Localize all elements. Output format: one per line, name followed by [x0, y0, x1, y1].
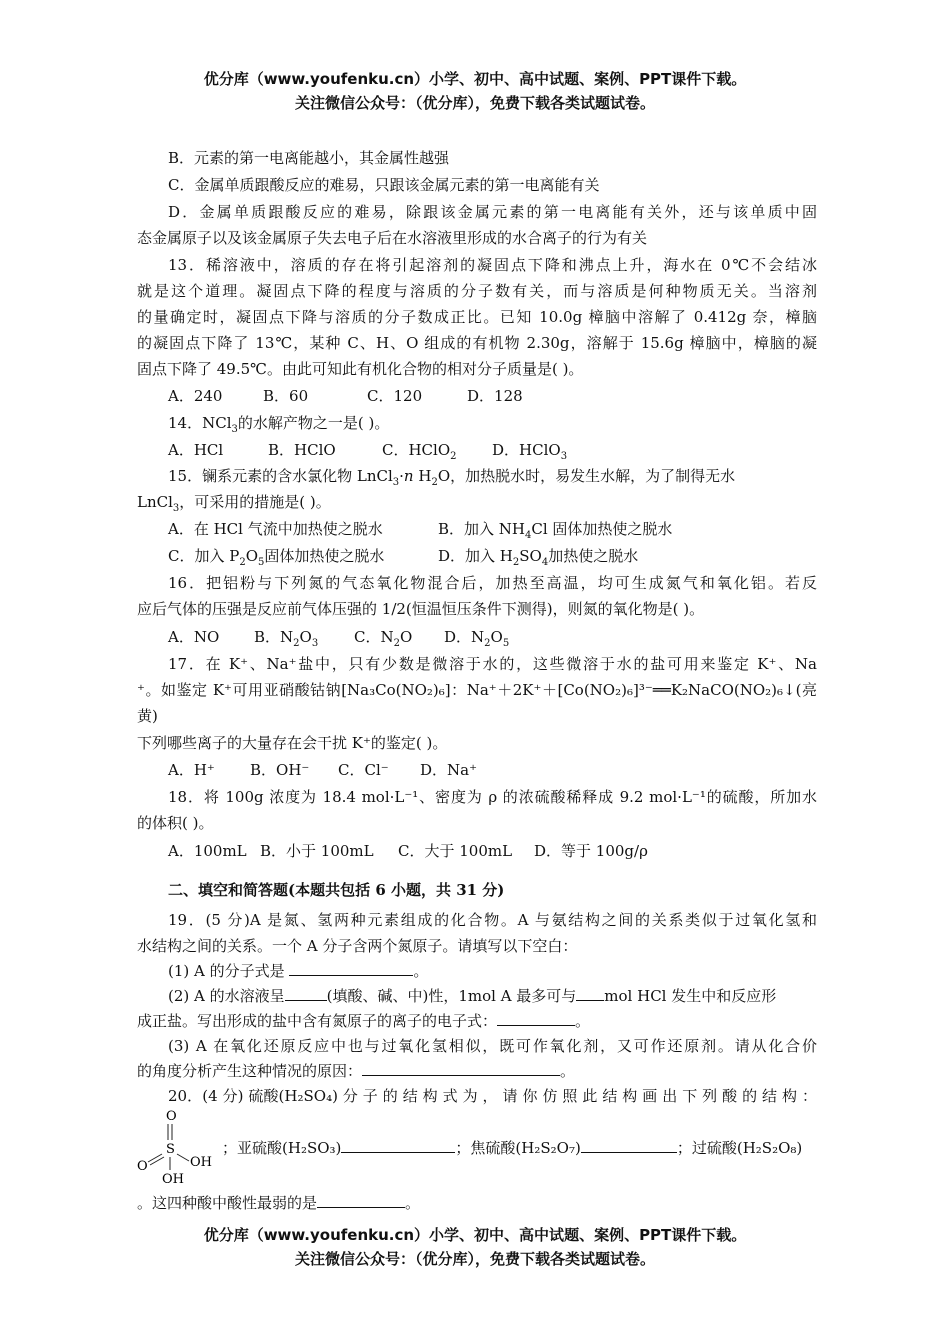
q19-blank-electron-formula[interactable] [497, 1011, 575, 1026]
q17-option-c: C．Cl⁻ [338, 761, 389, 779]
q18-option-b: B．小于 100mL [260, 842, 374, 860]
q19-part2-line1: (2) A 的水溶液呈 (填酸、碱、中)性，1mol A 最多可与 mol HCl 发生中和反应形 [168, 987, 777, 1005]
q18-option-d: D．等于 100g/ρ [534, 842, 648, 860]
q20-line2: ；亚硫酸(H₂SO₃) ；焦硫酸(H₂S₂O₇) ；过硫酸(H₂S₂O₈) [222, 1139, 803, 1157]
struct-oh-right: OH [190, 1155, 212, 1170]
q20-line3: 。这四种酸中酸性最弱的是 。 [137, 1194, 421, 1212]
q13-options [168, 386, 848, 406]
struct-oh-bottom: OH [162, 1172, 184, 1186]
q19-part3-line2: 的角度分析产生这种情况的原因： 。 [137, 1062, 576, 1080]
q12-option-d-line1: D．金属单质跟酸反应的难易，除跟该金属元素的第一电离能有关外，还与该单质中固 [168, 203, 817, 221]
q19-part2-line2: 成正盐。写出形成的盐中含有氮原子的离子的电子式： 。 [137, 1012, 591, 1030]
sulfuric-acid-structure [134, 1104, 224, 1186]
q19-part1: (1) A 的分子式是 。 [168, 962, 429, 980]
struct-o-top: O [166, 1109, 177, 1124]
q18-option-a: A．100mL [168, 842, 247, 860]
q13-line3: 的量确定时，凝固点下降与溶质的分子数成正比。已知 10.0g 樟脑中溶解了 0.412g 奈，樟脑 [137, 308, 817, 326]
q12-option-b: B．元素的第一电离能越小，其金属性越强 [168, 149, 450, 167]
q14-option-c: C．HClO$_2$ [382, 441, 457, 462]
q17-line1: 17．在 K⁺、Na⁺盐中，只有少数是微溶于水的，这些微溶于水的盐可用来鉴定 K⁺、Na [168, 655, 817, 673]
q20-blank-weakest[interactable] [317, 1193, 405, 1208]
header-line-2: 关注微信公众号：（优分库），免费下载各类试题试卷。 [294, 94, 655, 112]
q19-line2: 水结构之间的关系。一个 A 分子含两个氮原子。请填写以下空白： [137, 937, 578, 955]
q18-options [168, 841, 848, 861]
q15-option-b: B．加入 $NH_4Cl$ 固体加热使之脱水 [438, 520, 673, 541]
footer-line-2: 关注微信公众号：（优分库），免费下载各类试题试卷。 [294, 1250, 655, 1268]
q14-stem: 14．NCl$_3$的水解产物之一是( )。 [168, 414, 390, 435]
q13-option-d: D．128 [467, 387, 523, 405]
q17-line4: 下列哪些离子的大量存在会干扰 K⁺的鉴定( )。 [137, 734, 448, 752]
q17-option-a: A．H⁺ [168, 761, 215, 779]
header-line-1: 优分库（www.youfenku.cn）小学、初中、高中试题、案例、PPT课件下载。 [203, 70, 747, 88]
q14-options [168, 440, 848, 460]
q15-option-d: D．加入 $H_2SO_4$加热使之脱水 [438, 547, 639, 568]
q17-option-d: D．Na⁺ [420, 761, 478, 779]
q15-options-row2 [168, 546, 848, 566]
q16-option-a: A．NO [168, 628, 220, 646]
q20-blank-h2s2o7[interactable] [581, 1138, 677, 1153]
q12-option-c: C．金属单质跟酸反应的难易，只跟该金属元素的第一电离能有关 [168, 176, 600, 194]
q16-line1: 16．把铝粉与下列氮的气态氧化物混合后，加热至高温，均可生成氮气和氧化铝。若反 [168, 574, 817, 592]
q17-option-b: B．OH⁻ [250, 761, 310, 779]
q12-option-d-line2: 态金属原子以及该金属原子失去电子后在水溶液里形成的水合离子的行为有关 [137, 229, 648, 247]
q15-option-c: C．加入 $P_2O_5$固体加热使之脱水 [168, 547, 385, 568]
q19-part3-line1: (3) A 在氧化还原反应中也与过氧化氢相似，既可作氧化剂，又可作还原剂。请从化合价 [168, 1037, 817, 1055]
section-2-title: 二、填空和简答题(本题共包括 6 小题，共 31 分) [168, 881, 505, 899]
q18-option-c: C．大于 100mL [398, 842, 513, 860]
q13-line4: 的凝固点下降了 13℃，某种 C、H、O 组成的有机物 2.30g，溶解于 15.6g 樟脑中，樟脑的凝 [137, 334, 817, 352]
q19-blank-acidity[interactable] [285, 986, 327, 1001]
q16-option-b: B．$N_2O_3$ [254, 628, 319, 649]
q16-option-c: C．$N_2O$ [354, 628, 413, 649]
q18-line1: 18．将 100g 浓度为 18.4 mol·L⁻¹、密度为 ρ 的浓硫酸稀释成 9.2 mol·L⁻¹的硫酸，所加水 [168, 788, 817, 806]
q17-line3: 黄) [137, 707, 158, 725]
q13-option-a: A．240 [168, 387, 223, 405]
q16-line2: 应后气体的压强是反应前气体压强的 1/2(恒温恒压条件下测得)，则氮的氧化物是( )。 [137, 600, 705, 618]
q14-option-d: D．HClO$_3$ [492, 441, 568, 462]
q17-line2: ⁺。如鉴定 K⁺可用亚硝酸钴钠[Na₃Co(NO₂)₆]：Na⁺＋2K⁺＋[Co(NO₂)₆]³⁻══K₂NaCO(NO₂)₆↓(亮 [137, 681, 817, 699]
q16-options [168, 627, 848, 647]
q19-blank-reason[interactable] [362, 1061, 560, 1076]
q13-option-b: B．60 [263, 387, 309, 405]
q13-line1: 13．稀溶液中，溶质的存在将引起溶剂的凝固点下降和沸点上升，海水在 0℃不会结冰 [168, 256, 817, 274]
q13-line5: 固点下降了 49.5℃。由此可知此有机化合物的相对分子质量是( )。 [137, 360, 584, 378]
q20-blank-h2so3[interactable] [341, 1138, 455, 1153]
struct-s: S [166, 1142, 175, 1157]
q19-blank-hcl-mol[interactable] [576, 986, 604, 1001]
q14-option-b: B．HClO [268, 441, 336, 459]
q13-option-c: C．120 [367, 387, 423, 405]
q18-line2: 的体积( )。 [137, 814, 214, 832]
q15-line1: 15．镧系元素的含水氯化物 LnCl$_3$·n $H_2O$，加热脱水时，易发生水解，为了制得无水 [168, 467, 736, 488]
q17-options [168, 760, 848, 780]
q13-line2: 就是这个道理。凝固点下降的程度与溶质的分子数有关，而与溶质是何种物质无关。当溶剂 [137, 282, 817, 300]
struct-o-left: O [137, 1159, 148, 1174]
q15-line2: LnCl$_3$，可采用的措施是( )。 [137, 493, 331, 514]
q16-option-d: D．$N_2O_5$ [444, 628, 510, 649]
q19-blank-formula[interactable] [289, 961, 413, 976]
q19-line1: 19．(5 分)A 是氮、氢两种元素组成的化合物。A 与氨结构之间的关系类似于过氧化氢和 [168, 911, 817, 929]
q15-option-a: A．在 HCl 气流中加热使之脱水 [168, 520, 383, 538]
q20-line1: 20．(4 分) 硫酸(H₂SO₄) 分 子 的 结 构 式 为 ， 请 你 仿 照 此 结 构 画 出 下 列 酸 的 结 构 ： [168, 1087, 817, 1105]
q14-option-a: A．HCl [168, 441, 224, 459]
footer-line-1: 优分库（www.youfenku.cn）小学、初中、高中试题、案例、PPT课件下载。 [203, 1226, 747, 1244]
q15-options-row1 [168, 519, 848, 539]
